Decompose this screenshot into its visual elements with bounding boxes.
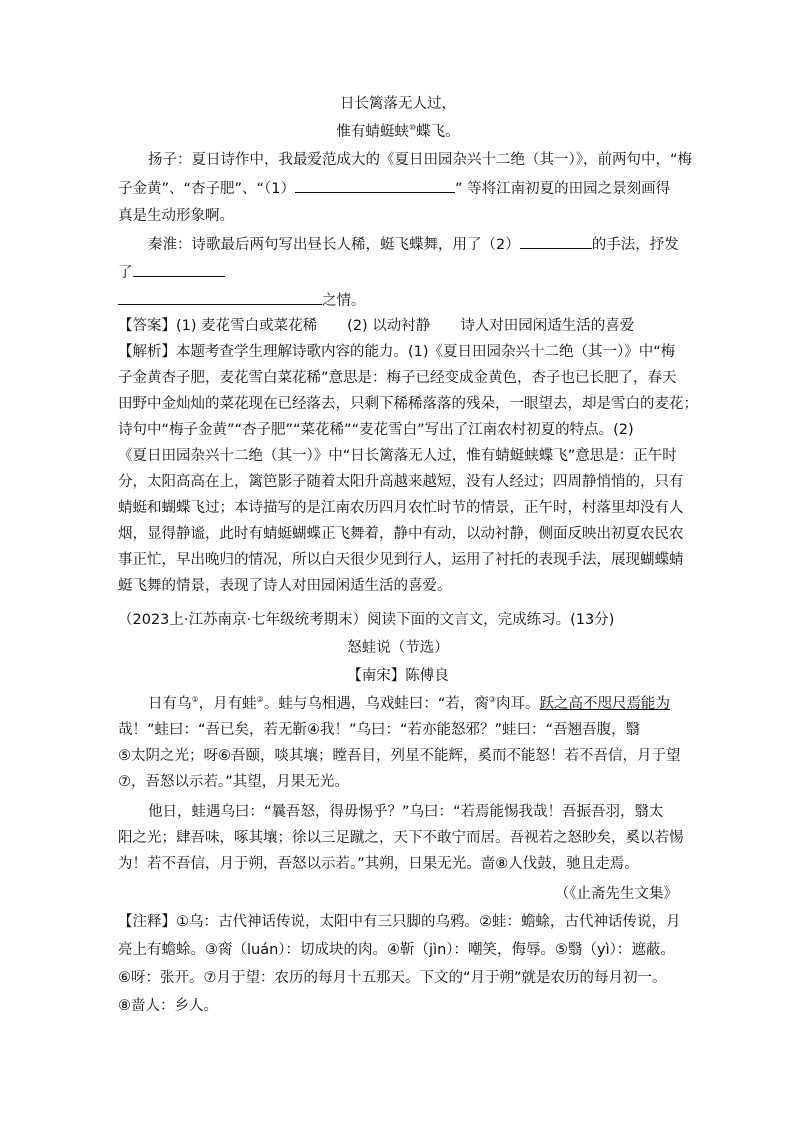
notes-line-3: ⑥呀：张开。⑦月于望：农历的每月十五那天。下文的“月于朔”就是农历的每月初一。 <box>118 970 667 986</box>
yangzi-line-2-post: ” 等将江南初夏的田园之景刻画得 <box>455 181 671 197</box>
note-marker: ③ <box>488 695 497 705</box>
analysis-line-10: 蜓飞舞的情景，表现了诗人对田园闲适生活的喜爱。 <box>118 578 452 594</box>
analysis-line-4: 诗句中“梅子金黄”“杏子肥”“菜花稀”“麦花雪白”写出了江南农村初夏的特点。(2) <box>118 422 634 438</box>
essay-text: 肉耳。 <box>496 696 540 712</box>
analysis-line-7: 蜻蜓和蝴蝶飞过；本诗描写的是江南农历四月农忙时节的情景，正午时，村落里却没有人 <box>118 500 684 516</box>
answer-line <box>118 316 678 336</box>
answer-label: 【答案】 <box>118 318 176 334</box>
analysis-line-8: 烟，显得静谧，此时有蜻蜓蝴蝶正飞舞着，静中有动，以动衬静，侧面反映出初夏农民农 <box>118 526 684 542</box>
essay-text: 。蛙与乌相遇，乌戏蛙曰：“若，脔 <box>263 696 489 712</box>
note-marker: ② <box>256 695 264 705</box>
essay-text: 日有乌 <box>148 696 192 712</box>
answer-blank-3a[interactable] <box>133 262 225 277</box>
essay-p1-line-2: 哉！”蛙曰：“吾已矣，若无靳④我！”乌曰：“若亦能怒邪？”蛙曰：“吾翘吾腹，翳 <box>118 722 641 738</box>
essay-p1-line-4: ⑦，吾怒以示若。”其望，月果无光。 <box>118 774 349 790</box>
essay-p1-line-1 <box>148 694 678 714</box>
question-source: （2023上·江苏南京·七年级统考期末）阅读下面的文言文，完成练习。(13分) <box>118 612 615 628</box>
answer-3: 诗人对田园闲适生活的喜爱 <box>460 318 635 334</box>
qinhuai-line-3 <box>118 290 678 311</box>
essay-p1-line-3: ⑤太阴之光；呀⑥吾颐，啖其壤；瞠吾目，列星不能辉，奚而不能怒！若不吾信，月于望 <box>118 748 681 764</box>
answer-blank-2[interactable] <box>520 234 592 249</box>
poem-line-2-pre: 惟有蜻蜓蛱 <box>336 124 409 140</box>
essay-p2-line-1: 他日，蛙遇乌曰：“曩吾怒，得毋惕乎？”乌曰：“若焉能惕我哉！吾振吾羽，翳太 <box>148 804 664 820</box>
notes-line-1: 【注释】①乌：古代神话传说，太阳中有三只脚的乌鸦。②蛙：蟾蜍，古代神话传说，月 <box>118 914 681 930</box>
yangzi-line-1: 扬子：夏日诗作中，我最爱范成大的《夏日田园杂兴十二绝（其一）》，前两句中，“梅 <box>148 152 693 168</box>
essay-p2-line-3: 为！若不吾信，月于朔，吾怒以示若。”其朔，日果无光。啬⑧人伐鼓，驰且走焉。 <box>118 856 639 872</box>
qinhuai-line-1-pre: 秦淮：诗歌最后两句写出昼长人稀，蜓飞蝶舞，用了（2） <box>148 237 520 253</box>
essay-title: 怒蛙说（节选） <box>347 640 449 656</box>
analysis-line-2: 子金黄杏子肥，麦花雪白菜花稀”意思是：梅子已经变成金黄色，杏子也已长肥了，春天 <box>118 370 677 386</box>
analysis-line-9: 事正忙，早出晚归的情况，所以白天很少见到行人，运用了衬托的表现手法，展现蝴蝶蜻 <box>118 552 684 568</box>
poem-line-1: 日长篱落无人过， <box>340 96 456 112</box>
poem-line-2-post: 蝶飞。 <box>416 124 460 140</box>
qinhuai-line-2-text: 了 <box>118 265 133 281</box>
answer-blank-3b[interactable] <box>118 290 322 305</box>
essay-p2-line-2: 阳之光；肆吾味，啄其壤；徐以三足蹴之，天下不敢宁而居。吾视若之怒眇矣，奚以若惕 <box>118 830 684 846</box>
analysis-line-1: 【解析】本题考查学生理解诗歌内容的能力。(1)《夏日田园杂兴十二绝（其一）》中“梅 <box>118 344 676 360</box>
essay-text: ，月有蛙 <box>198 696 257 712</box>
essay-author: 【南宋】陈傅良 <box>347 668 449 684</box>
answer-blank-1[interactable] <box>295 178 455 193</box>
yangzi-line-3: 真是生动形象啊。 <box>118 208 234 224</box>
poem-line-2 <box>118 122 678 142</box>
yangzi-line-2-pre: 子金黄”、“杏子肥”、“（1） <box>118 181 296 197</box>
poem-note-marker: ⑩ <box>408 123 417 133</box>
notes-line-2: 亮上有蟾蜍。③脔（luán）：切成块的肉。④靳（jìn）：嘲笑，侮辱。⑤翳（yì）：遮蔽。 <box>118 942 675 958</box>
answer-2: (2) 以动衬静 <box>347 318 431 334</box>
essay-citation: （《止斋先生文集》 <box>554 886 678 902</box>
note-marker: ① <box>191 695 199 705</box>
qinhuai-line-1 <box>148 234 678 255</box>
answer-1: (1) 麦花雪白或菜花稀 <box>176 318 318 334</box>
analysis-line-5: 《夏日田园杂兴十二绝（其一）》中“日长篱落无人过，惟有蜻蜓蛱蝶飞”意思是：正午时 <box>118 448 677 464</box>
underlined-sentence: 跃之高不咫尺焉能为 <box>539 696 671 712</box>
qinhuai-line-1-post: 的手法，抒发 <box>591 237 679 253</box>
analysis-line-6: 分，太阳高高在上，篱笆影子随着太阳升高越来越短，没有人经过；四周静悄悄的，只有 <box>118 474 684 490</box>
analysis-line-3: 田野中金灿灿的菜花现在已经落去，只剩下稀稀落落的残朵，一眼望去，却是雪白的麦花； <box>118 396 698 412</box>
yangzi-line-2 <box>118 178 678 199</box>
qinhuai-line-2 <box>118 262 678 283</box>
qinhuai-line-3-text: 之情。 <box>322 293 366 309</box>
notes-line-4: ⑧啬人：乡人。 <box>118 998 218 1014</box>
